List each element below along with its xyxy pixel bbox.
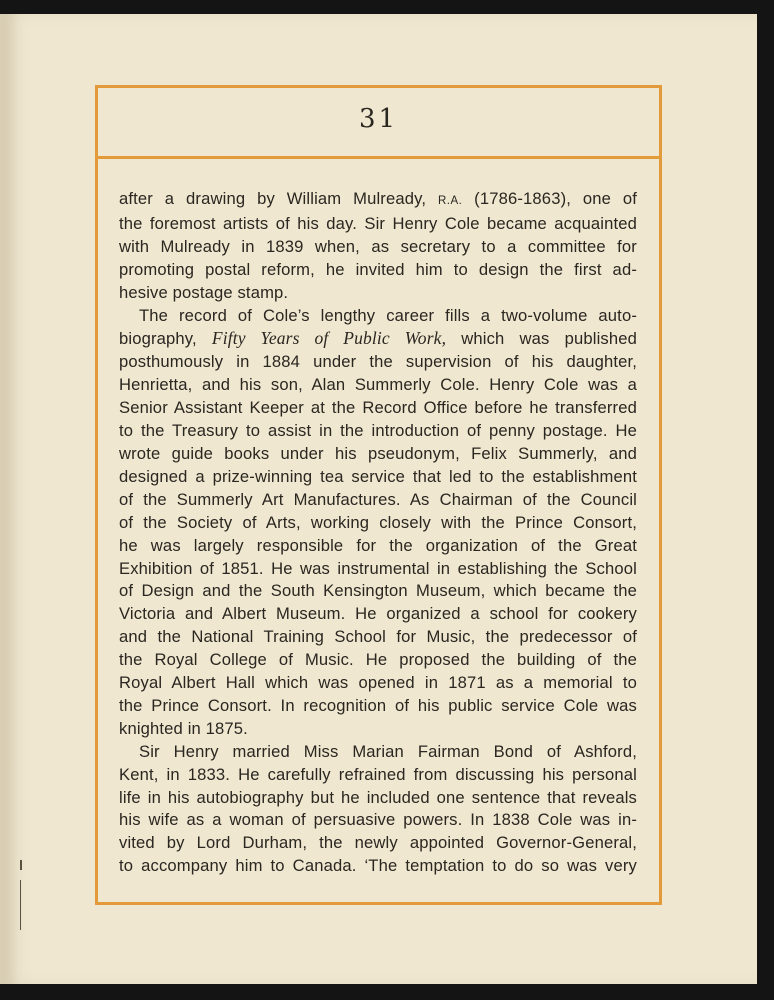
text-run: Senior Assistant Keeper at the Record Office before he transferred (119, 398, 637, 418)
page-frame (95, 85, 662, 905)
text-run: the Prince Consort. In recognition of his public service Cole was (119, 695, 637, 715)
gutter-mark (20, 880, 21, 930)
text-line (119, 351, 637, 374)
text-run: life in his autobiography but he included one sentence that reveals (119, 787, 637, 807)
text-line (119, 535, 637, 558)
text-run: Henrietta, and his son, Alan Summerly Cole. Henry Cole was a (119, 375, 637, 395)
text-line (119, 512, 637, 535)
text-run: and the National Training School for Music, the predecessor of (119, 627, 637, 647)
paragraph (119, 188, 637, 305)
text-run: hesive postage stamp. (119, 282, 289, 302)
text-run: (1786-1863), one of (462, 189, 637, 208)
text-line (119, 764, 637, 787)
text-line (119, 213, 637, 236)
text-run: of the Society of Arts, working closely with the Prince Consort, (119, 512, 637, 532)
page-gutter-shadow (0, 14, 18, 984)
text-run: he was largely responsible for the organization of the Great (119, 535, 637, 555)
small-caps-text: R.A. (437, 195, 463, 207)
text-run: with Mulready in 1839 when, as secretary to a committee for (119, 236, 637, 256)
text-run: promoting postal reform, he invited him to design the first ad- (119, 259, 637, 279)
text-line (119, 649, 637, 672)
text-run: vited by Lord Durham, the newly appointed Governor-General, (119, 833, 637, 853)
text-line (119, 558, 637, 581)
text-run: Royal Albert Hall which was opened in 1871 as a memorial to (119, 673, 637, 693)
text-run: to the Treasury to assist in the introduction of penny postage. He (119, 421, 637, 441)
text-line (119, 695, 637, 718)
text-run: Exhibition of 1851. He was instrumental in establishing the School (119, 558, 637, 578)
body-text (119, 188, 637, 878)
text-line (119, 397, 637, 420)
text-run: his wife as a woman of persuasive powers. In 1838 Cole was in- (119, 810, 637, 830)
page-number: 31 (358, 104, 399, 134)
paragraph (119, 305, 637, 741)
text-run: of Design and the South Kensington Museum, which became the (119, 581, 637, 601)
text-line (119, 787, 637, 810)
text-run: the Royal College of Music. He proposed the building of the (119, 650, 637, 670)
text-line (119, 809, 637, 832)
text-line (119, 420, 637, 443)
text-line (119, 259, 637, 282)
text-line (119, 626, 637, 649)
text-run: knighted in 1875. (119, 718, 248, 738)
text-run: Sir Henry married Miss Marian Fairman Bond of Ashford, (139, 741, 637, 761)
text-line (119, 741, 637, 764)
text-run: wrote guide books under his pseudonym, Felix Summerly, and (119, 443, 637, 463)
text-line (119, 855, 637, 878)
text-line (119, 443, 637, 466)
text-run: the foremost artists of his day. Sir Henry Cole became acquainted (119, 213, 637, 233)
text-run: of the Summerly Art Manufactures. As Chairman of the Council (119, 489, 637, 509)
text-run: The record of Cole’s lengthy career fills a two-volume auto- (139, 305, 637, 325)
text-run: which was published (446, 329, 637, 349)
text-run: posthumously in 1884 under the supervision of his daughter, (119, 352, 637, 372)
text-line (119, 327, 637, 351)
text-line (119, 188, 637, 213)
text-run: after a drawing by William Mulready, (119, 189, 438, 208)
text-line (119, 236, 637, 259)
text-line (119, 466, 637, 489)
text-line (119, 672, 637, 695)
text-line (119, 374, 637, 397)
paragraph (119, 741, 637, 878)
page-header-box (98, 88, 659, 159)
book-title-italic: Fifty Years of Public Work, (211, 328, 447, 349)
text-line (119, 489, 637, 512)
text-line (119, 603, 637, 626)
text-line (119, 832, 637, 855)
text-line (119, 580, 637, 603)
text-run: Victoria and Albert Museum. He organized a school for cookery (119, 604, 637, 624)
text-run: biography, (119, 329, 212, 349)
gutter-mark (20, 860, 22, 870)
text-line (119, 305, 637, 328)
text-run: to accompany him to Canada. ‘The temptation to do so was very (119, 856, 637, 876)
text-run: designed a prize-winning tea service that led to the establishment (119, 466, 637, 486)
text-line (119, 718, 637, 741)
text-run: Kent, in 1833. He carefully refrained from discussing his personal (119, 764, 637, 784)
text-line (119, 282, 637, 305)
